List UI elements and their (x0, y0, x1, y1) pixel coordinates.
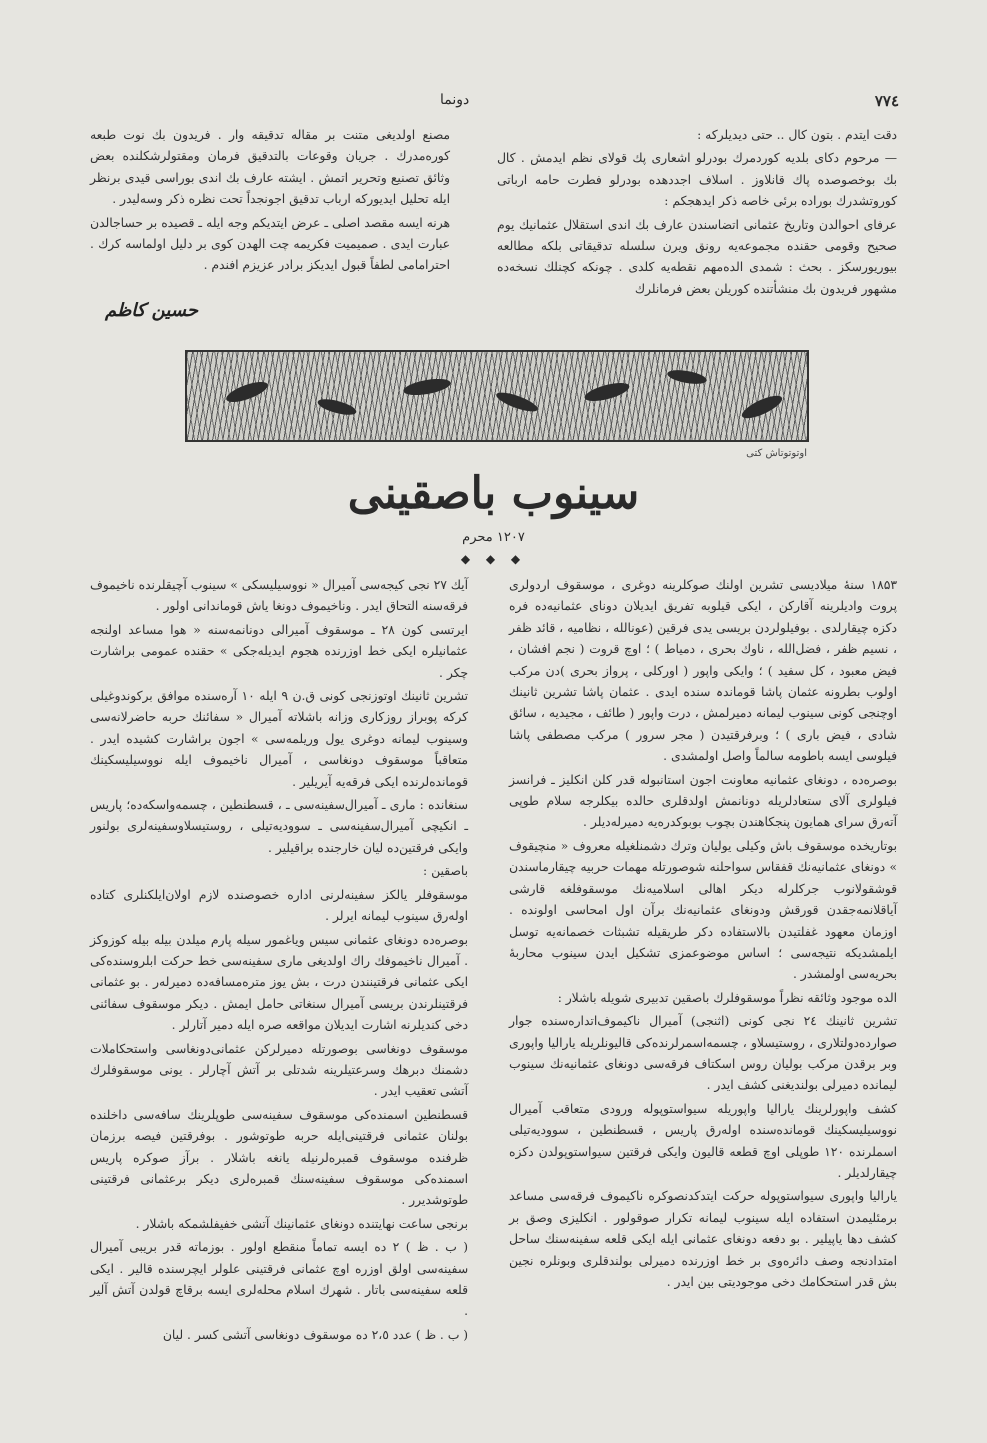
paragraph: دقت ایتدم . بتون کال .. حتی دیدیلرکه : (697, 128, 897, 142)
paragraph: هرنه ایسه مقصد اصلی ـ عرض ایتدیکم وجه ایله ـ قصیده بر حساجالدن عبارت ایدی . صمیمیت فکریمه چت الهدن کوی بر دلیل اولماسه کرك . احترامامی لطفاً قبول ایدیکز برادر عزیزم افندم . (90, 215, 450, 273)
paragraph: ( ب . ظ ) عدد ۲،٥ ده موسقوف دونغاسی آتشی کسر . لیان (162, 1327, 468, 1342)
paragraph: مصنع اولدیغی متنت بر مقاله تدقیقه وار . فریدون بك نوت طبعه کوره‌مدرك . جریان وقوعات بالتدقیق فرمان ومقتولرشکلنده بعض وثائق تصنیع وتحریر اتمش . ایشته عارف بك اندی بوراسی قیدی برنظر ایله تحلیل ایدیورکه ارباب تدقیق اجونجداً تحت نظره ذکر وسه‌لیدر . (90, 128, 450, 207)
paragraph: تشرین ثانینك اوتوزنجی کونی ق.ن ۹ ایله ۱۰ آره‌سنده موافق برکوندوغیلی کرکه پوبراز روزکاری وزانه باشلاته آمیرال « سفائنك حربه حاضرلانه‌سی وسینوب لیمانه دوغری یول وریلمه‌سی » اجون براشارت کشیده ایدر . متعاقباً موسقوف دونغاسی ، آمیرال ناخیموف ایله نووسیلیسکینك قومانده‌لرنده ایکی فرقه‌یه آیریلیر . (90, 689, 469, 789)
fish-icon (187, 352, 807, 440)
paragraph: موسقوفلر یالکز سفینه‌لرنی اداره خصوصنده لازم اولان‌ایلکنلری کتاده اولەرق سینوب لیمانه ایرلر . (90, 887, 468, 924)
bottom-right-column (509, 575, 897, 1295)
running-title: دونما (440, 92, 470, 108)
section-heading: باصقین : (423, 864, 468, 879)
paragraph: بوصره‌ده ، دونغای عثمانیه معاونت اجون استانبوله قدر کلن انکلیز ـ فرانسز فیلولری آلای ستعادلریله دونانمش اولدقلری حالده بیکلرجه سلام طوپی آتەرق سرای همایون پنجکاهندن بچوب بوبوکدره‌یه دمیرلەدیلر . (509, 772, 897, 830)
paragraph: تشرین ثانینك ۲٤ نجی کونی (اثنجی) آمیرال ناکیموف‌اتداره‌سنده جوار صوارده‌دولتلاری ، روستیسلاو ، چسمەاسمرلرنده‌کی قالیونلریله یارالیا واپوری وبر برقدن مرکب بولیان روس اسکتاف فرقه‌سی دونغای عثمانیه‌نك سینوب لیمانده دمیرلی بولندیغنی کشف ایدر . (509, 1014, 897, 1093)
ornament-divider: ◆ ◆ ◆ (460, 552, 527, 566)
paragraph: عرفای احوالدن وتاریخ عثمانی اتضاسندن عارف بك اندی استقلال عثمانیك یوم صحیح وقومی حقنده مجموعه‌یه رونق ویرن سلسله تدقیقاتی بلکه مطالعه بیوریورسکز . بحث : شمدی الده‌مهم نقطه‌یه کلدی . چونکه کچنلك نسخه‌ده مشهور فریدون بك منشأتنده کوریلن بعض فرمانلرك (497, 217, 897, 296)
page-number: ٧٧٤ (874, 92, 899, 110)
paragraph: کشف واپورلرینك یارالیا واپوریله سیواستوپوله ورودی متعاقب آمیرال نووسیلیسکینك قوماندەسنده اولەرق پاریس ، قسطنطین ، سوودیه‌تیلی اسملرنده ۱۲۰ طوپلی اوچ قطعه قالیون وایکی فرقتین سیواستوپولدن دکزه چیقارلدیلر . (509, 1101, 897, 1180)
author-signature: حسین کاظم (105, 300, 198, 321)
paragraph: بوصره‌ده دونغای عثمانی سیس وياغمور سیله پارم میلدن بیله بیله کوزوکز . آمیرال ناخیموفك راك اولدیغی ماری سفینه‌سی خط حرکت ابلروسنده‌کی ایکی عثمانی فرقتینندن درت ، بش یوز متره‌مسافه‌ده دمیرلەر . بو عثمانی فرقتینلرندن بریسی آمیرال سنغاتی حامل ایمش . دیکر موسقوف سفائنی دخی کندیلرنه اشارت ایدیلان مواقعه صره ایله دمیر آتارلر . (90, 932, 468, 1033)
illustration-caption: اوتوتوتاش کتی (746, 448, 807, 459)
bottom-left-column (90, 575, 468, 1348)
article-title: سینوب باصقینی (347, 468, 640, 519)
fish-reeds-illustration (185, 350, 809, 442)
paragraph: سنغانده : ماری ـ آمیرال‌سفینه‌سی ـ ، قسطنطین ، چسمه‌واسکه‌ده؛ پاریس ـ انکیچی آمیرال‌سفینه‌سی ـ سوودیه‌تیلی ، روستیسلاو‌سفینه‌لری بولنور وایکی فرقتین‌ده لیان خارجنده براقیلیر . (90, 798, 468, 855)
paragraph: موسقوف دونغاسی بوصورتله دمیرلرکن عثمانی‌دونغاسی واستحکاملات دشمنك دبرهك وسرعتیلرینه شدتلی بر آتش آچارلر . یونی موسقوفلرك آتشی تعقیب ایدر . (90, 1041, 468, 1099)
paragraph: آیك ۲۷ نجی کیجه‌سی آمیرال « نووسیلیسکی » سینوب آچیقلرنده ناخیموف فرقه‌سنه التحاق ایدر . وناخیموف دونغا یاش قوماندانی اولور . (90, 578, 468, 614)
paragraph: ( ب . ظ ) ۲ ده ایسه تماماً منقطع اولور . بوزماته قدر بریبی آمیرال سفینه‌سی اولق اوزره اوچ عثمانی فرقتینی علولر ایچرسنده قالیر . ایکی قلعه سفینه‌سی باتار . شهرك اسلام محله‌لری ایسه برقاچ قولدن آتش آلیر . (90, 1240, 468, 1319)
paragraph: برنجی ساعت نهایتنده دونغای عثمانینك آتشی خفیفلشمکه باشلار . (135, 1216, 468, 1231)
paragraph: الده موجود وثائقه نظراً موسقوفلرك باصقین تدبیری شویله باشلار : (557, 990, 897, 1005)
paragraph: ۱۸۵۳ سنهٔ میلادیسی تشرین اولنك صوکلرینه دوغری ، موسقوف اردولری پروت وادیلرینه آقارکن ، ایکی قیلوبه تفریق ایدیلان دونای عثمانیه‌ده فره دکزه چیقارلدی . بوفیلولردن بریسی یدی فرقین (عونالله ، نظامیه ، قائد ظفر ، نسیم ظفر ، فضل‌الله ، ناوك بحری ، دمیاط ) ؛ اوچ قروت ( نجم افشان ، فیض معبود ، کل سفید ) ؛ وایکی واپور ( اورکلی ، پرواز بحری )دن مرکب اولوب بطرونه عثمان پاشا قوماندہ سنده ایدی . عثمان پاشا تشرین ثانینك اوچنجی کونی سینوب لیمانه دمیرلمش ، درت واپور ( طائف ، مجیدیه ، سائق شادی ، فیض باری ) ؛ وبرفرقتیدن ( مجر سرور ) مرکب مصطفی پاشا فیلوسی ایسه باطومه سالماً واصل اولمشدی . (509, 578, 897, 764)
paragraph: قسطنطین اسمنده‌کی موسقوف سفینه‌سی طوپلرینك سافه‌سی داخلنده بولنان عثمانی فرقتینی‌ایله حربه طوتوشور . بوفرقتین فیصه برزمان ظرفنده موسقوف قمبره‌لرنیله یانغه باشلار . برآز صوکره پاریس اسمنده‌کی موسقوف سفینه‌سنك قمبره‌لری دیکر برعثمانی فرقتینی طوتوشدیرر . (90, 1107, 468, 1208)
top-left-column (90, 125, 450, 279)
paragraph: بوتاریخده موسقوف باش وکیلی یولیان وترك دشمنلغیله معروف « منچیقوف » دونغای عثمانیه‌نك قفقاس سواحلنه شوصورتله مهمات حربیه چیقارماسندن قوشقولانوب جرکلرله دیکر اهالی اسلامیه‌نك موسقوفلغه قارشی آیاقلانمه‌جقدن قورقش ودونغای عثمانیه‌نك برآن اول امحاسی اولونده . اوزمان معهود غفلتیدن بالاستفاده دکر طریقیله تشبثات خصمانه‌یه توسل ایلمشدیکه نتیجه‌سی ؛ اساس موضوعمزی تشکیل ایدن سینوب محاربهٔ بحریه‌سی اولمشدر . (509, 838, 897, 982)
top-right-column (497, 125, 897, 302)
paragraph: — مرحوم دکای بلدیه کوردمرك بودرلو اشعاری پك قولای نظم ایدمش . کال بك بوخصوصده پاك قانلاوز . اسلاف اجددهده بودرلو فطرت حامه ارباتی کوروتشدرك بوراده برئی خاصه ذکر ایدهجکم : (497, 151, 897, 209)
article-date: ۱۲۰۷ محرم (462, 530, 525, 545)
paragraph: ایرتسی کون ۲۸ ـ موسقوف آمیرالی دونانمه‌سنه « هوا مساعد اولنجه عثمانیلره ایکی خط اوزرنده هجوم ایدیله‌جکی » حقنده عمومی براشارت چکر . (90, 622, 468, 680)
paragraph: یارالیا واپوری سیواستوپوله حرکت ایتدکدنصوکره ناکیموف فرقه‌سی مساعد برمئلیمدن استفاده ایله سینوب لیمانه تکرار صوقولور . انکلیزی وصق بر کشف دها یاپیلیر . بو دفعه دونغای عثمانی ایله ایکی قلعه سفینه‌سنك ساحل امتدادنجه وصف دائره‌وی بر خط اوزرنده دمیرلی بولندقلری وبونلره نجین بش قدر استحکامك دخی موجودیتی بین ایدر . (509, 1189, 897, 1289)
